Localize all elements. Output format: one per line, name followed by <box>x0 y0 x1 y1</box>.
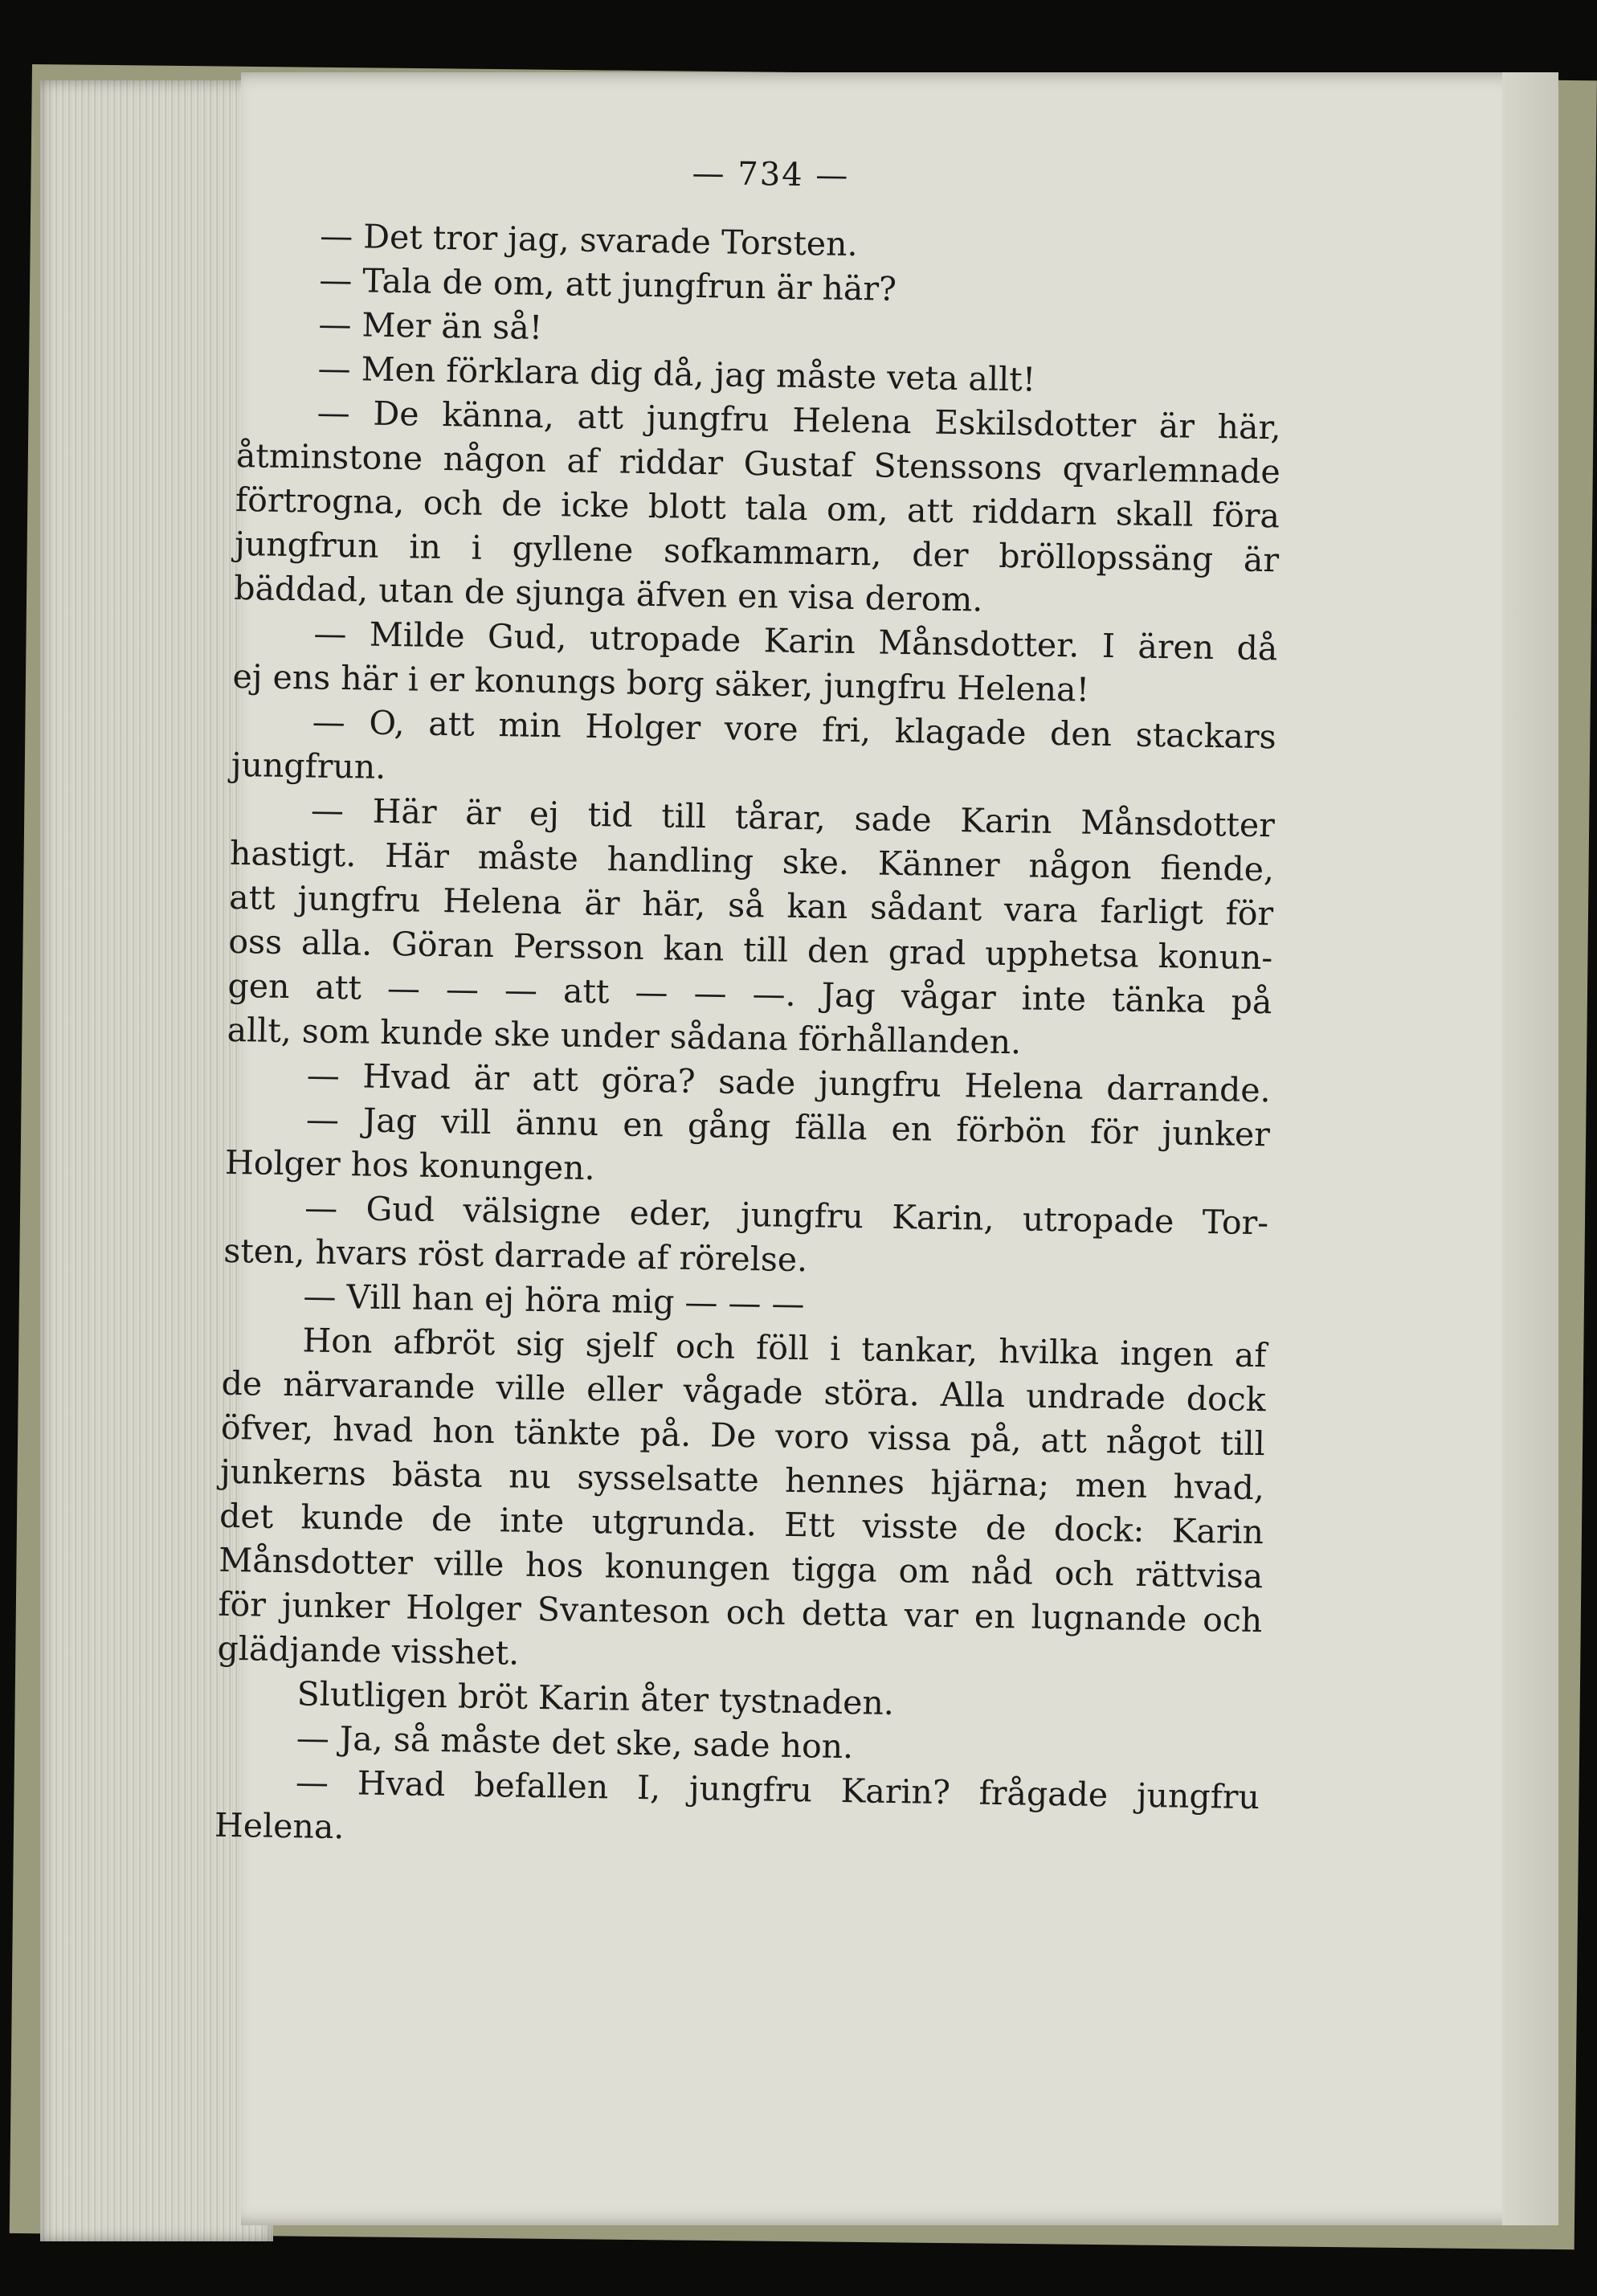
text-line: åtminstone någon af riddar Gustaf Stenssons qvarlemnade <box>235 435 1281 492</box>
text-line: ej ens här i er konungs borg säker, jungfru Helena! <box>232 656 1090 709</box>
text-line: — Här är ej tid till tårar, sade Karin Månsdotter <box>310 791 1276 845</box>
text-line: jungfrun. <box>231 745 386 786</box>
text-line: junkerns bästa nu sysselsatte hennes hjärna; men hvad, <box>219 1452 1265 1508</box>
text-line: att jungfru Helena är här, så kan sådant vara farligt för <box>228 877 1274 934</box>
text-line: — Tala de om, att jungfrun är här? <box>318 260 897 308</box>
text-line: Månsdotter ville hos konungen tigga om nåd och rättvisa <box>218 1540 1264 1596</box>
text-line: Slutligen bröt Karin åter tystnaden. <box>296 1674 895 1723</box>
text-line: öfver, hvad hon tänkte på. De voro vissa på, att något till <box>220 1407 1266 1464</box>
text-line: — Hvad är att göra? sade jungfru Helena darrande. <box>306 1056 1272 1110</box>
text-line: för junker Holger Svanteson och detta var en lugnande och <box>218 1584 1263 1640</box>
text-line: — Gud välsigne eder, jungfru Karin, utropade Tor- <box>304 1188 1269 1243</box>
text-lines <box>214 213 1285 1864</box>
text-line: Holger hos konungen. <box>224 1142 595 1188</box>
text-line: — Det tror jag, svarade Torsten. <box>319 216 858 264</box>
text-line: — Jag vill ännu en gång fälla en förbön för junker <box>305 1100 1271 1154</box>
text-line: — Hvad befallen I, jungfru Karin? frågade jungfru <box>295 1763 1260 1817</box>
text-line: — De känna, att jungfru Helena Eskilsdotter är här, <box>317 393 1282 447</box>
text-line: — Mer än så! <box>318 304 543 347</box>
text-block <box>214 145 1285 1864</box>
text-line: — Ja, så måste det ske, sade hon. <box>296 1718 854 1767</box>
page-number: — 734 — <box>692 154 850 194</box>
text-line: Helena. <box>214 1805 345 1847</box>
text-line: glädjande visshet. <box>217 1628 520 1673</box>
text-line: — Men förklara dig då, jag måste veta allt! <box>317 349 1036 399</box>
text-line: allt, som kunde ske under sådana förhållanden. <box>227 1010 1022 1062</box>
text-line: förtrogna, och de icke blott tala om, att riddarn skall föra <box>235 480 1280 536</box>
text-line: — Milde Gud, utropade Karin Månsdotter. I ären då <box>313 614 1278 668</box>
text-line: jungfrun in i gyllene sofkammarn, der bröllopssäng är <box>234 524 1280 580</box>
text-line: Hon afbröt sig sjelf och föll i tankar, hvilka ingen af <box>302 1321 1267 1375</box>
text-line: det kunde de inte utgrunda. Ett visste de dock: Karin <box>219 1496 1264 1552</box>
text-line: bäddad, utan de sjunga äfven en visa derom. <box>233 568 983 619</box>
text-line: sten, hvars röst darrade af rörelse. <box>223 1231 808 1280</box>
text-line: gen att — — — att — — —. Jag vågar inte tänka på <box>227 966 1272 1022</box>
page-right-edge <box>1502 72 1558 2225</box>
text-line: — Vill han ej höra mig — — — <box>303 1277 805 1324</box>
text-line: hastigt. Här måste handling ske. Känner någon fiende, <box>229 833 1275 889</box>
text-line: oss alla. Göran Persson kan till den grad upphetsa konun- <box>228 921 1273 978</box>
text-line: — O, att min Holger vore fri, klagade den stackars <box>312 702 1276 757</box>
text-line: de närvarande ville eller vågade störa. Alla undrade dock <box>221 1363 1266 1420</box>
